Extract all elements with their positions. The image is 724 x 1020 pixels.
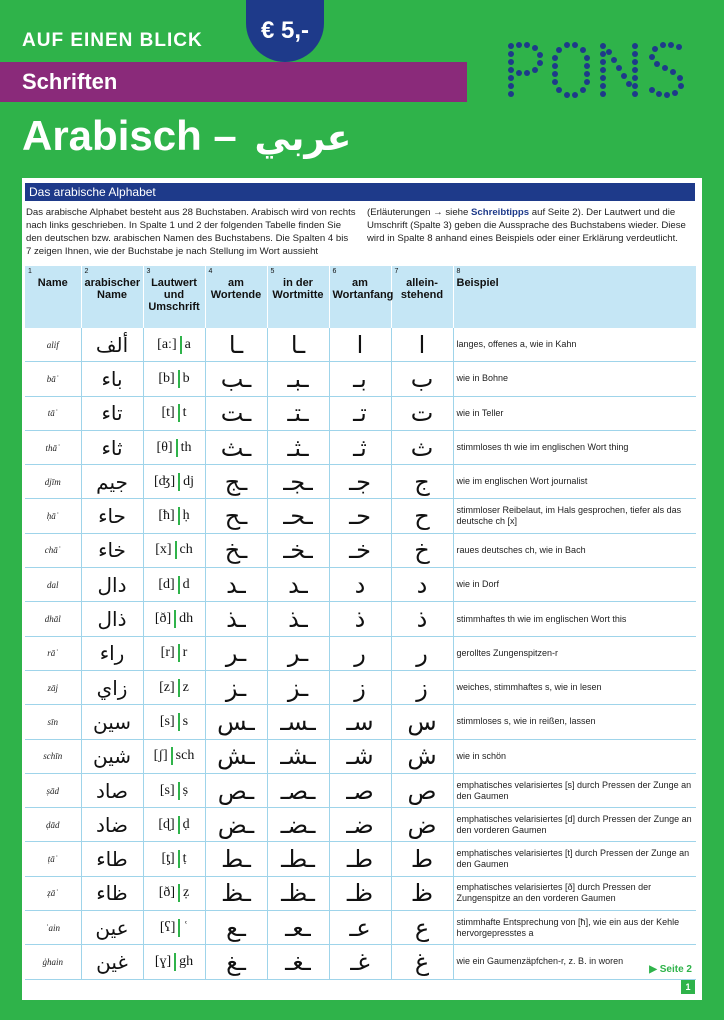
- ipa: [b]: [158, 371, 175, 387]
- form-end: ـب: [205, 362, 267, 396]
- form-alone: خ: [391, 533, 453, 567]
- table-row: [25, 568, 696, 602]
- ipa: [aː]: [157, 336, 177, 352]
- form-start: صـ: [329, 773, 391, 807]
- ipa: [r]: [160, 645, 175, 661]
- example-text: stimmhaftes th wie im englischen Wort this: [456, 613, 627, 624]
- letter-name: ḍād: [25, 808, 81, 842]
- table-row: [25, 533, 696, 567]
- table-row: [25, 945, 696, 979]
- series-label: AUF EINEN BLICK: [22, 30, 203, 51]
- example: [453, 705, 696, 739]
- form-middle: ـثـ: [267, 430, 329, 464]
- schreibtipps-link[interactable]: Schreibtipps: [471, 207, 530, 218]
- separator: [178, 507, 180, 525]
- example: [453, 396, 696, 430]
- transliteration: a: [184, 336, 191, 352]
- phonetic: [143, 739, 205, 773]
- form-middle: ـبـ: [267, 362, 329, 396]
- form-alone: ا: [391, 328, 453, 362]
- col-end: 4 am Wortende: [205, 266, 267, 328]
- ipa: [d]: [158, 576, 175, 592]
- arabic-name: شين: [81, 739, 143, 773]
- arabic-name: تاء: [81, 396, 143, 430]
- phonetic: [143, 773, 205, 807]
- phonetic: [143, 945, 205, 979]
- example-text: stimmloses th wie im englischen Wort thing: [456, 442, 629, 453]
- transliteration: ḍ: [182, 817, 190, 833]
- form-alone: ظ: [391, 876, 453, 910]
- form-start: حـ: [329, 499, 391, 533]
- phonetic: [143, 568, 205, 602]
- ipa: [t]: [161, 405, 175, 421]
- example-text: stimmhafte Entsprechung von [ħ], wie ein aus der Kehle hervorgepresstes a: [456, 916, 680, 938]
- transliteration: d: [182, 576, 190, 592]
- separator: [174, 610, 176, 628]
- form-alone: غ: [391, 945, 453, 979]
- ipa: [ʃ]: [153, 748, 168, 764]
- col-name: 1 Name: [25, 266, 81, 328]
- table-row: [25, 808, 696, 842]
- form-end: ـث: [205, 430, 267, 464]
- phonetic: [143, 876, 205, 910]
- form-middle: ـعـ: [267, 911, 329, 945]
- form-end: ـذ: [205, 602, 267, 636]
- ipa: [s]: [159, 782, 175, 798]
- form-start: تـ: [329, 396, 391, 430]
- letter-name: ṣād: [25, 773, 81, 807]
- form-start: بـ: [329, 362, 391, 396]
- letter-name: dhāl: [25, 602, 81, 636]
- letter-name: sīn: [25, 705, 81, 739]
- form-middle: ـغـ: [267, 945, 329, 979]
- example: [453, 328, 696, 362]
- letter-name: ʿain: [25, 911, 81, 945]
- form-middle: ـسـ: [267, 705, 329, 739]
- ipa: [ɖ]: [158, 817, 175, 833]
- letter-name: tāʾ: [25, 396, 81, 430]
- letter-name: thāʾ: [25, 430, 81, 464]
- separator: [175, 541, 177, 559]
- form-start: شـ: [329, 739, 391, 773]
- form-middle: ـشـ: [267, 739, 329, 773]
- transliteration: ʿ: [183, 919, 189, 935]
- form-middle: ـر: [267, 636, 329, 670]
- form-middle: ـتـ: [267, 396, 329, 430]
- phonetic: [143, 533, 205, 567]
- example-text: emphatisches velarisiertes [s] durch Pressen der Zunge an den Gaumen: [456, 779, 692, 801]
- form-alone: ع: [391, 911, 453, 945]
- arabic-name: طاء: [81, 842, 143, 876]
- form-start: جـ: [329, 465, 391, 499]
- transliteration: b: [182, 371, 190, 387]
- example: [453, 362, 696, 396]
- form-middle: ـخـ: [267, 533, 329, 567]
- form-middle: ـد: [267, 568, 329, 602]
- form-end: ـج: [205, 465, 267, 499]
- separator: [178, 644, 180, 662]
- form-start: غـ: [329, 945, 391, 979]
- form-end: ـت: [205, 396, 267, 430]
- example-text: wie im englischen Wort journalist: [456, 476, 588, 487]
- form-alone: ض: [391, 808, 453, 842]
- form-end: ـظ: [205, 876, 267, 910]
- phonetic: [143, 911, 205, 945]
- phonetic: [143, 670, 205, 704]
- separator: [178, 850, 180, 868]
- page-number: 1: [681, 980, 695, 994]
- arabic-name: ظاء: [81, 876, 143, 910]
- example-text: wie ein Gaumenzäpfchen-r, z. B. in woren: [456, 956, 624, 967]
- form-alone: ط: [391, 842, 453, 876]
- form-alone: ح: [391, 499, 453, 533]
- example: [453, 808, 696, 842]
- form-start: ظـ: [329, 876, 391, 910]
- ipa: [ƫ]: [161, 851, 175, 867]
- table-row: [25, 430, 696, 464]
- letter-name: chāʾ: [25, 533, 81, 567]
- category-bar: Schriften: [0, 62, 467, 102]
- form-end: ـع: [205, 911, 267, 945]
- arabic-name: ألف: [81, 328, 143, 362]
- separator: [180, 336, 182, 354]
- example-text: emphatisches velarisiertes [t] durch Pressen der Zunge an den Gaumen: [456, 848, 690, 870]
- form-alone: ز: [391, 670, 453, 704]
- price-badge: € 5,-: [246, 0, 324, 62]
- table-row: [25, 396, 696, 430]
- example-text: wie in Dorf: [456, 579, 500, 590]
- form-start: د: [329, 568, 391, 602]
- form-start: طـ: [329, 842, 391, 876]
- example: [453, 911, 696, 945]
- transliteration: dh: [179, 611, 194, 627]
- transliteration: t: [182, 405, 187, 421]
- arabic-name: زاي: [81, 670, 143, 704]
- form-middle: ـطـ: [267, 842, 329, 876]
- form-start: سـ: [329, 705, 391, 739]
- phonetic: [143, 328, 205, 362]
- example: [453, 876, 696, 910]
- form-alone: س: [391, 705, 453, 739]
- transliteration: s: [182, 714, 189, 730]
- table-row: [25, 705, 696, 739]
- form-end: ـس: [205, 705, 267, 739]
- ipa: [ʕ]: [159, 919, 176, 935]
- arabic-name: ضاد: [81, 808, 143, 842]
- form-alone: د: [391, 568, 453, 602]
- table-row: [25, 911, 696, 945]
- example-text: stimmloser Reibelaut, im Hals gesprochen, tiefer als das deutsche ch [x]: [456, 505, 682, 527]
- form-alone: ش: [391, 739, 453, 773]
- example-text: weiches, stimmhaftes s, wie in lesen: [456, 682, 602, 693]
- form-alone: ج: [391, 465, 453, 499]
- section-heading: Das arabische Alphabet: [25, 183, 695, 201]
- example: [453, 499, 696, 533]
- separator: [178, 713, 180, 731]
- arabic-name: ذال: [81, 602, 143, 636]
- intro-right-b: auf Seite 2). Der Lautwert und die Umschrift (Spalte 3) geben die Aussprache des Buchstabens wieder. Diese wird in Spalte 8 anhand eines Beispiels oder einer Erklärung verdeutlicht.: [367, 207, 686, 244]
- transliteration: ṣ: [182, 782, 189, 798]
- pons-logo: [505, 40, 705, 104]
- form-start: ز: [329, 670, 391, 704]
- table-row: [25, 499, 696, 533]
- arabic-name: غين: [81, 945, 143, 979]
- example-text: emphatisches velarisiertes [d] durch Pressen der Zunge an den vorderen Gaumen: [456, 813, 692, 835]
- example: [453, 430, 696, 464]
- example: [453, 739, 696, 773]
- form-start: ا: [329, 328, 391, 362]
- transliteration: ḥ: [182, 508, 190, 524]
- letter-name: zāj: [25, 670, 81, 704]
- example-text: wie in Bohne: [456, 373, 509, 384]
- separator: [178, 576, 180, 594]
- letter-name: rāʾ: [25, 636, 81, 670]
- phonetic: [143, 430, 205, 464]
- transliteration: ṭ: [182, 851, 187, 867]
- letter-name: schīn: [25, 739, 81, 773]
- transliteration: gh: [179, 954, 194, 970]
- transliteration: dj: [183, 474, 195, 490]
- arabic-name: صاد: [81, 773, 143, 807]
- phonetic: [143, 705, 205, 739]
- col-start: 6 am Wortanfang: [329, 266, 391, 328]
- letter-name: ṭāʾ: [25, 842, 81, 876]
- form-end: ـح: [205, 499, 267, 533]
- table-row: [25, 362, 696, 396]
- form-end: ـر: [205, 636, 267, 670]
- col-example: 8 Beispiel: [453, 266, 696, 328]
- table-row: [25, 328, 696, 362]
- page-title: [22, 112, 351, 160]
- letter-name: alif: [25, 328, 81, 362]
- example-text: emphatisches velarisiertes [ð] durch Pressen der Zungenspitze an den vorderen Gaumen: [456, 882, 652, 904]
- arabic-name: جيم: [81, 465, 143, 499]
- table-row: [25, 739, 696, 773]
- example-text: wie in schön: [456, 750, 507, 761]
- ipa: [x]: [155, 542, 172, 558]
- example-text: raues deutsches ch, wie in Bach: [456, 544, 586, 555]
- ipa: [s]: [159, 714, 175, 730]
- phonetic: [143, 362, 205, 396]
- form-middle: ـظـ: [267, 876, 329, 910]
- transliteration: r: [182, 645, 188, 661]
- arabic-name: راء: [81, 636, 143, 670]
- example: [453, 568, 696, 602]
- intro-right-a: (Erläuterungen → siehe: [367, 207, 471, 218]
- form-alone: ر: [391, 636, 453, 670]
- alphabet-panel: [22, 178, 702, 1000]
- ipa: [ð]: [154, 611, 172, 627]
- form-alone: ب: [391, 362, 453, 396]
- col-arabic-name: 2 arabischer Name: [81, 266, 143, 328]
- separator: [174, 953, 176, 971]
- table-row: [25, 773, 696, 807]
- form-end: ـا: [205, 328, 267, 362]
- title-arabic: عربي: [254, 118, 352, 159]
- form-middle: ـصـ: [267, 773, 329, 807]
- arabic-name: حاء: [81, 499, 143, 533]
- form-start: خـ: [329, 533, 391, 567]
- example: [453, 945, 696, 979]
- phonetic: [143, 465, 205, 499]
- ipa: [ɣ]: [154, 954, 172, 970]
- letter-name: ġhain: [25, 945, 81, 979]
- transliteration: sch: [175, 748, 195, 764]
- transliteration: th: [180, 439, 192, 455]
- form-end: ـط: [205, 842, 267, 876]
- alphabet-table: [25, 266, 697, 980]
- ipa: [z]: [159, 679, 175, 695]
- separator: [171, 747, 173, 765]
- arabic-name: خاء: [81, 533, 143, 567]
- table-row: [25, 636, 696, 670]
- transliteration: ẓ: [183, 885, 190, 901]
- table-row: [25, 465, 696, 499]
- table-row: [25, 876, 696, 910]
- ipa: [ʤ]: [153, 474, 176, 490]
- col-middle: 5 in der Wortmitte: [267, 266, 329, 328]
- title-latin: Arabisch –: [22, 112, 237, 159]
- separator: [178, 473, 180, 491]
- form-alone: ت: [391, 396, 453, 430]
- example-text: langes, offenes a, wie in Kahn: [456, 339, 577, 350]
- form-start: عـ: [329, 911, 391, 945]
- phonetic: [143, 396, 205, 430]
- table-row: [25, 670, 696, 704]
- intro-left: Das arabische Alphabet besteht aus 28 Buchstaben. Arabisch wird von rechts nach links geschrieben. In Spalte 1 und 2 der folgenden Tabelle finden Sie den deutschen bzw. arabischen Namen des Buchstabens. Die Spalten 4 bis 7 zeigen Ihnen, wie der Buchstabe je nach Stellung im Wort aussieht: [26, 207, 356, 257]
- intro-right: [367, 206, 697, 245]
- form-end: ـض: [205, 808, 267, 842]
- form-middle: ـا: [267, 328, 329, 362]
- form-end: ـد: [205, 568, 267, 602]
- example: [453, 636, 696, 670]
- form-alone: ص: [391, 773, 453, 807]
- arabic-name: ثاء: [81, 430, 143, 464]
- form-middle: ـذ: [267, 602, 329, 636]
- letter-name: dal: [25, 568, 81, 602]
- separator: [178, 816, 180, 834]
- form-middle: ـجـ: [267, 465, 329, 499]
- table-row: [25, 602, 696, 636]
- example-text: stimmloses s, wie in reißen, lassen: [456, 716, 596, 727]
- form-end: ـص: [205, 773, 267, 807]
- letter-name: bāʾ: [25, 362, 81, 396]
- form-middle: ـز: [267, 670, 329, 704]
- table-row: [25, 842, 696, 876]
- next-page-link[interactable]: ▶ Seite 2: [649, 963, 692, 975]
- form-middle: ـحـ: [267, 499, 329, 533]
- form-end: ـز: [205, 670, 267, 704]
- phonetic: [143, 842, 205, 876]
- example-text: wie in Teller: [456, 407, 504, 418]
- col-alone: 7 allein-stehend: [391, 266, 453, 328]
- table-header: [25, 266, 696, 328]
- ipa: [ħ]: [158, 508, 175, 524]
- col-phonetic: 3 Lautwert und Umschrift: [143, 266, 205, 328]
- example: [453, 533, 696, 567]
- ipa: [ð]: [158, 885, 176, 901]
- form-end: ـغ: [205, 945, 267, 979]
- arabic-name: عين: [81, 911, 143, 945]
- arabic-name: دال: [81, 568, 143, 602]
- phonetic: [143, 499, 205, 533]
- form-end: ـش: [205, 739, 267, 773]
- transliteration: ch: [179, 542, 193, 558]
- separator: [176, 439, 178, 457]
- separator: [178, 919, 180, 937]
- transliteration: z: [182, 679, 189, 695]
- separator: [178, 884, 180, 902]
- example-text: gerolltes Zungenspitzen-r: [456, 647, 559, 658]
- example: [453, 465, 696, 499]
- form-start: ضـ: [329, 808, 391, 842]
- form-start: ثـ: [329, 430, 391, 464]
- letter-name: ẓāʾ: [25, 876, 81, 910]
- form-end: ـخ: [205, 533, 267, 567]
- form-start: ذ: [329, 602, 391, 636]
- form-middle: ـضـ: [267, 808, 329, 842]
- letter-name: ḥāʾ: [25, 499, 81, 533]
- letter-name: djīm: [25, 465, 81, 499]
- example: [453, 670, 696, 704]
- example: [453, 602, 696, 636]
- arabic-name: باء: [81, 362, 143, 396]
- phonetic: [143, 602, 205, 636]
- form-alone: ذ: [391, 602, 453, 636]
- example: [453, 842, 696, 876]
- separator: [178, 679, 180, 697]
- ipa: [θ]: [156, 439, 173, 455]
- example: [453, 773, 696, 807]
- arabic-name: سين: [81, 705, 143, 739]
- separator: [178, 782, 180, 800]
- phonetic: [143, 636, 205, 670]
- separator: [178, 370, 180, 388]
- form-alone: ث: [391, 430, 453, 464]
- phonetic: [143, 808, 205, 842]
- form-start: ر: [329, 636, 391, 670]
- separator: [178, 404, 180, 422]
